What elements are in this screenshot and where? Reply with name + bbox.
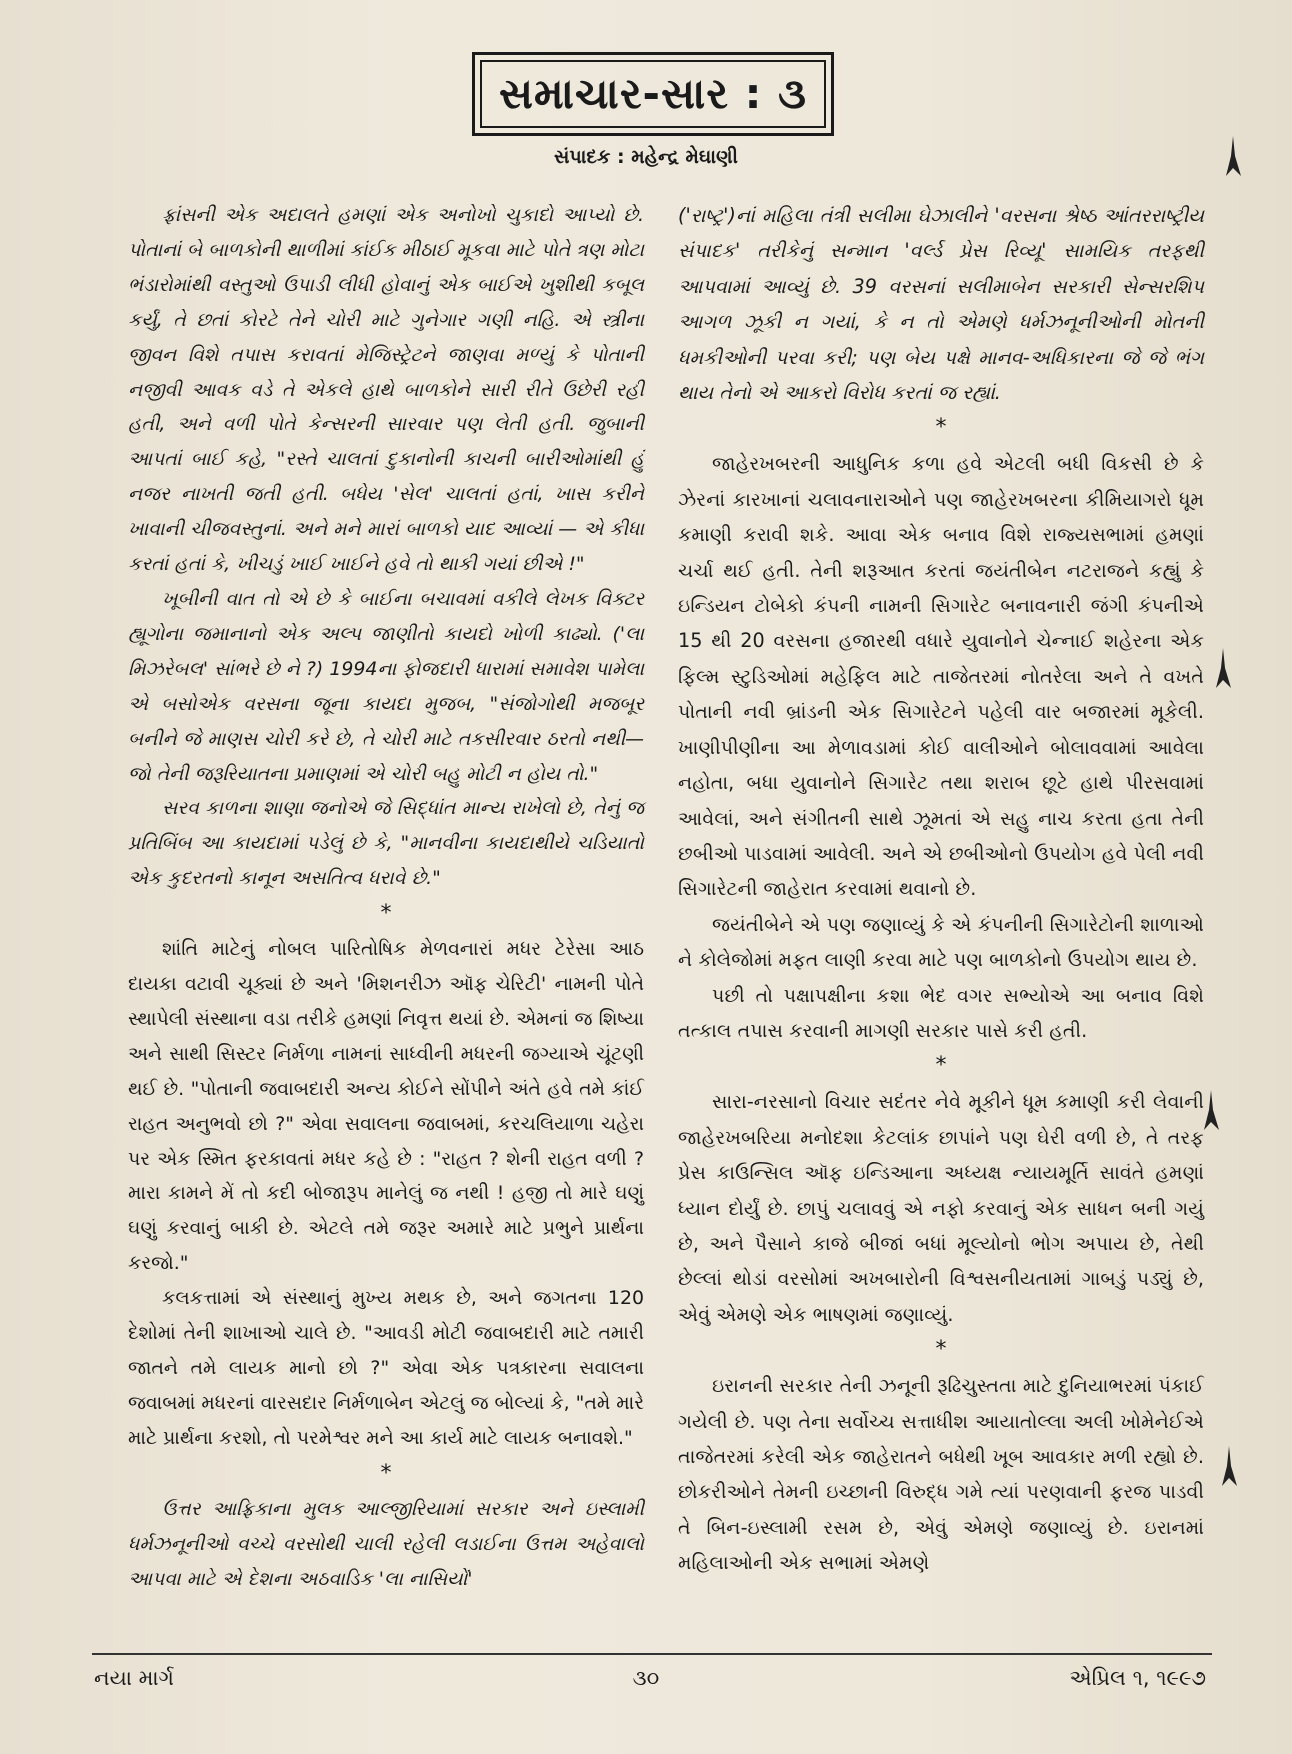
footer-divider	[92, 1653, 1212, 1655]
page-number: ૩૦	[632, 1666, 660, 1690]
binding-mark-icon	[1220, 1446, 1238, 1490]
article-paragraph: ખૂબીની વાત તો એ છે કે બાઈના બચાવમાં વકીલે લેખક વિક્ટર હ્યૂગોના જમાનાનો એક અલ્પ જાણીતો કાયદો ખોળી કાઢ્યો. ('લા મિઝરેબલ' સાંભરે છે ને ?) 1994ના ફોજદારી ધારામાં સમાવેશ પામેલા એ બસોએક વરસના જૂના કાયદા મુજબ, "સંજોગોથી મજબૂર બનીને જે માણસ ચોરી કરે છે, તે ચોરી માટે તકસીરવાર ઠરતો નથી— જો તેની જરૂરિયાતના પ્રમાણમાં એ ચોરી બહુ મોટી ન હોય તો."	[128, 587, 644, 785]
title-box	[472, 52, 834, 136]
binding-mark-icon	[1214, 648, 1232, 692]
article-paragraph: ફ્રાંસની એક અદાલતે હમણાં એક અનોખો ચુકાદો આપ્યો છે. પોતાનાં બે બાળકોની થાળીમાં કાંઈક મીઠાઈ મૂકવા માટે પોતે ત્રણ મોટા ભંડારોમાંથી વસ્તુઓ ઉપાડી લીધી હોવાનું એક બાઈએ ખુશીથી કબૂલ કર્યું, તે છતાં કોરટે તેને ચોરી માટે ગુનેગાર ગણી નહિ. એ સ્ત્રીના જીવન વિશે તપાસ કરાવતાં મેજિસ્ટ્રેટને જાણવા મળ્યું કે પોતાની નજીવી આવક વડે તે એકલે હાથે બાળકોને સારી રીતે ઉછેરી રહી હતી, અને વળી પોતે કેન્સરની સારવાર પણ લેતી હતી. જુબાની આપતાં બાઈ કહે, "રસ્તે ચાલતાં દુકાનોની કાચની બારીઓમાંથી હું નજર નાખતી જતી હતી. બધેય 'સેલ' ચાલતાં હતાં, ખાસ કરીને ખાવાની ચીજવસ્તુનાં. અને મને મારાં બાળકો યાદ આવ્યાં — એ કીધા કરતાં હતાં કે, ખીચડું ખાઈ ખાઈને હવે તો થાકી ગયાં છીએ !"	[128, 204, 644, 576]
article-paragraph: સરવ કાળના શાણા જનોએ જે સિદ્ધાંત માન્ય રાખેલો છે, તેનું જ પ્રતિબિંબ આ કાયદામાં પડેલું છે કે, "માનવીના કાયદાથીયે ચડિયાતો એક કુદરતનો કાનૂન અસતિત્વ ધરાવે છે."	[128, 797, 644, 890]
article-paragraph: કલકત્તામાં એ સંસ્થાનું મુખ્ય મથક છે, અને જગતના 120 દેશોમાં તેની શાખાઓ ચાલે છે. "આવડી મોટી જવાબદારી માટે તમારી જાતને તમે લાયક માનો છો ?" એવા એક પત્રકારના સવાલના જવાબમાં મધરનાં વારસદાર નિર્મળાબેન એટલું જ બોલ્યાં કે, "તમે મારે માટે પ્રાર્થના કરશો, તો પરમેશ્વર મને આ કાર્ય માટે લાયક બનાવશે."	[128, 1287, 644, 1449]
article-paragraph: સારા-નરસાનો વિચાર સદંતર નેવે મૂકીને ધૂમ કમાણી કરી લેવાની જાહેરખબરિયા મનોદશા કેટલાંક છાપાંને પણ ઘેરી વળી છે, તે તરફ પ્રેસ કાઉન્સિલ ઑફ ઇન્ડિઆના અધ્યક્ષ ન્યાયમૂર્તિ સાવંતે હમણાં ધ્યાન દોર્યું છે. છાપું ચલાવવું એ નફો કરવાનું એક સાધન બની ગયું છે, અને પૈસાને કાજે બીજાં બધાં મૂલ્યોનો ભોગ અપાય છે, તેથી છેલ્લાં થોડાં વરસોમાં અખબારોની વિશ્વસનીયતામાં ગાબડું પડ્યું છે, એવું એમણે એક ભાષણમાં જણાવ્યું.	[678, 1090, 1204, 1326]
binding-mark-icon	[1202, 1090, 1220, 1134]
section-divider: *	[380, 1460, 392, 1486]
issue-date: એપ્રિલ ૧, ૧૯૯૭	[1069, 1666, 1206, 1690]
binding-mark-icon	[1224, 136, 1242, 180]
section-divider: *	[935, 1337, 947, 1363]
article-paragraph: પછી તો પક્ષાપક્ષીના કશા ભેદ વગર સભ્યોએ આ બનાવ વિશે તત્કાલ તપાસ કરવાની માગણી સરકાર પાસે કરી હતી.	[678, 983, 1204, 1042]
article-paragraph: જાહેરખબરની આધુનિક કળા હવે એટલી બધી વિકસી છે કે ઝેરનાં કારખાનાં ચલાવનારાઓને પણ જાહેરખબરના કીમિયાગરો ધૂમ કમાણી કરાવી શકે. આવા એક બનાવ વિશે રાજ્યસભામાં હમણાં ચર્ચા થઈ હતી. તેની શરૂઆત કરતાં જયંતીબેન નટરાજને કહ્યું કે ઇન્ડિયન ટોબેકો કંપની નામની સિગારેટ બનાવનારી જંગી કંપનીએ 15 થી 20 વરસના હજારથી વધારે યુવાનોને ચેન્નાઈ શહેરના એક ફિલ્મ સ્ટુડિઓમાં મહેફિલ માટે તાજેતરમાં નોતરેલા અને તે વખતે પોતાની નવી બ્રાંડની એક સિગારેટને પહેલી વાર બજારમાં મૂકેલી. ખાણીપીણીના આ મેળાવડામાં કોઈ વાલીઓને બોલાવવામાં આવેલા નહોતા, બધા યુવાનોને સિગારેટ તથા શરાબ છૂટે હાથે પીરસવામાં આવેલાં, અને સંગીતની સાથે ઝૂમતાં એ સહુ નાચ કરતા હતા તેની છબીઓ પાડવામાં આવેલી. અને એ છબીઓનો ઉપયોગ હવે પેલી નવી સિગારેટની જાહેરાત કરવામાં થવાનો છે.	[678, 452, 1204, 901]
article-paragraph: ઉત્તર આફ્રિકાના મુલક આલ્જીરિયામાં સરકાર અને ઇસ્લામી ધર્મઝનૂનીઓ વચ્ચે વરસોથી ચાલી રહેલી લડાઈના ઉત્તમ અહેવાલો આપવા માટે એ દેશના અઠવાડિક 'લા નાસિયોં'	[128, 1497, 644, 1590]
article-paragraph: ઇરાનની સરકાર તેની ઝનૂની રૂઢિચુસ્તતા માટે દુનિયાભરમાં પંકાઈ ગયેલી છે. પણ તેના સર્વોચ્ચ સત્તાધીશ આયાતોલ્લા અલી ખોમેનેઈએ તાજેતરમાં કરેલી એક જાહેરાતને બધેથી ખૂબ આવકાર મળી રહ્યો છે. છોકરીઓને તેમની ઇચ્છાની વિરુદ્ધ ગમે ત્યાં પરણવાની ફરજ પાડવી તે બિન-ઇસ્લામી રસમ છે, એવું એમણે જણાવ્યું છે. ઇરાનમાં મહિલાઓની એક સભામાં એમણે	[678, 1374, 1204, 1575]
article-paragraph: શાંતિ માટેનું નોબલ પારિતોષિક મેળવનારાં મધર ટેરેસા આઠ દાયકા વટાવી ચૂક્યાં છે અને 'મિશનરીઝ ઑફ ચેરિટી' નામની પોતે સ્થાપેલી સંસ્થાના વડા તરીકે હમણાં નિવૃત્ત થયાં છે. એમનાં જ શિષ્યા અને સાથી સિસ્ટર નિર્મળા નામનાં સાધ્વીની મધરની જગ્યાએ ચૂંટણી થઈ છે. "પોતાની જવાબદારી અન્ય કોઈને સોંપીને અંતે હવે તમે કાંઈ રાહત અનુભવો છો ?" એવા સવાલના જવાબમાં, કરચલિયાળા ચહેરા પર એક સ્મિત ફરકાવતાં મધર કહે છે : "રાહત ? શેની રાહત વળી ? મારા કામને મેં તો કદી બોજારૂપ માનેલું જ નથી ! હજી તો મારે ઘણું ઘણું કરવાનું બાકી છે. એટલે તમે જરૂર અમારે માટે પ્રભુને પ્રાર્થના કરજો."	[128, 938, 644, 1275]
section-divider: *	[380, 901, 392, 927]
editor-credit: સંપાદક : મહેન્દ્ર મેઘાણી	[553, 146, 738, 168]
page-title: સમાચાર-સાર : ૩	[480, 60, 826, 128]
article-paragraph: જયંતીબેને એ પણ જણાવ્યું કે એ કંપનીની સિગારેટોની શાળાઓ ને કોલેજોમાં મફત લાણી કરવા માટે પણ બાળકોનો ઉપયોગ થાય છે.	[678, 912, 1204, 972]
section-divider: *	[935, 415, 947, 441]
article-paragraph: ('રાષ્ટ્ર')નાં મહિલા તંત્રી સલીમા ઘેઝાલીને 'વરસના શ્રેષ્ઠ આંતરરાષ્ટ્રીય સંપાદક' તરીકેનું સન્માન 'વર્લ્ડ પ્રેસ રિવ્યૂ' સામયિક તરફથી આપવામાં આવ્યું છે. 39 વરસનાં સલીમાબેન સરકારી સેન્સરશિપ આગળ ઝૂકી ન ગયાં, કે ન તો એમણે ધર્મઝનૂનીઓની મોતની ધમકીઓની પરવા કરી; પણ બેય પક્ષે માનવ-અધિકારના જે જે ભંગ થાય તેનો એ આકરો વિરોધ કરતાં જ રહ્યાં.	[678, 204, 1204, 405]
left-column	[128, 198, 644, 1596]
publication-name: નયા માર્ગ	[94, 1666, 174, 1690]
right-column	[678, 198, 1204, 1581]
section-divider: *	[935, 1053, 947, 1079]
